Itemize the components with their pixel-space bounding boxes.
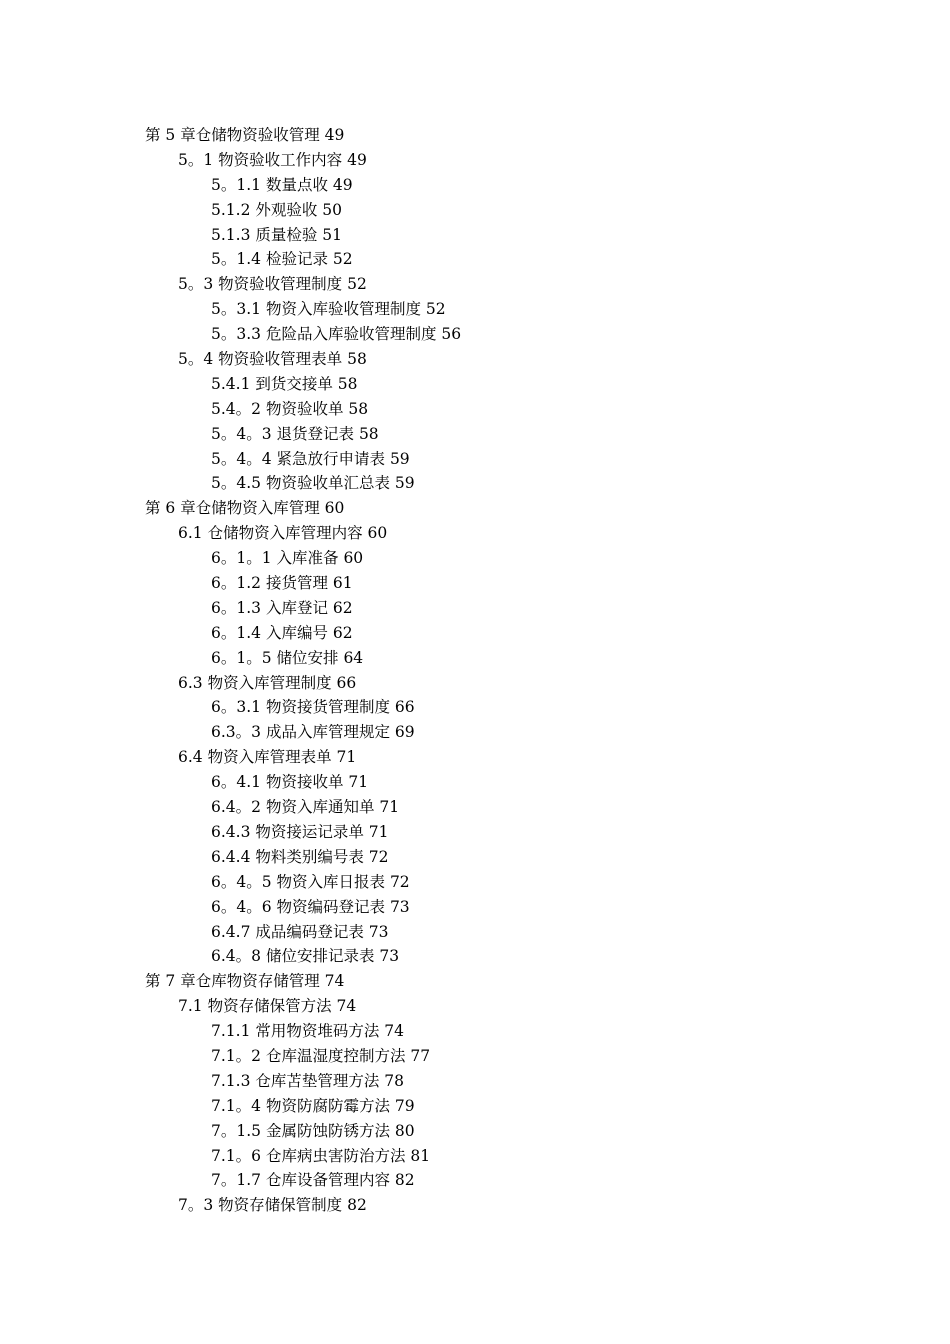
- toc-section-entry[interactable]: 6.4 物资入库管理表单 71: [178, 748, 357, 767]
- table-of-contents: [0, 123, 950, 1218]
- toc-subsection-entry[interactable]: 6。1。5 储位安排 64: [211, 648, 364, 667]
- toc-section-entry[interactable]: 5。3 物资验收管理制度 52: [178, 275, 367, 294]
- toc-subsection-entry[interactable]: 5。4。3 退货登记表 58: [211, 424, 379, 443]
- toc-chapter-entry[interactable]: 第 7 章仓库物资存储管理 74: [145, 972, 345, 991]
- toc-subsection-entry[interactable]: 7.1。2 仓库温湿度控制方法 77: [211, 1046, 431, 1065]
- toc-subsection-entry[interactable]: 6。1。1 入库准备 60: [211, 549, 364, 568]
- toc-section-entry[interactable]: 5。1 物资验收工作内容 49: [178, 150, 367, 169]
- toc-subsection-entry[interactable]: 7。1.5 金属防蚀防锈方法 80: [211, 1121, 415, 1140]
- toc-subsection-entry[interactable]: 6.4.7 成品编码登记表 73: [211, 922, 389, 941]
- toc-subsection-entry[interactable]: 7.1。4 物资防腐防霉方法 79: [211, 1096, 415, 1115]
- toc-subsection-entry[interactable]: 6。1.2 接货管理 61: [211, 574, 353, 593]
- toc-subsection-entry[interactable]: 6.4.3 物资接运记录单 71: [211, 822, 389, 841]
- toc-subsection-entry[interactable]: 7.1.3 仓库苫垫管理方法 78: [211, 1071, 405, 1090]
- toc-subsection-entry[interactable]: 6.4。2 物资入库通知单 71: [211, 798, 400, 817]
- toc-subsection-entry[interactable]: 6.4。8 储位安排记录表 73: [211, 947, 400, 966]
- toc-subsection-entry[interactable]: 5.4。2 物资验收单 58: [211, 399, 369, 418]
- toc-subsection-entry[interactable]: 6。1.3 入库登记 62: [211, 598, 353, 617]
- toc-subsection-entry[interactable]: 6.4.4 物料类别编号表 72: [211, 847, 389, 866]
- toc-subsection-entry[interactable]: 6。1.4 入库编号 62: [211, 623, 353, 642]
- toc-subsection-entry[interactable]: 5.4.1 到货交接单 58: [211, 374, 358, 393]
- toc-subsection-entry[interactable]: 5.1.3 质量检验 51: [211, 225, 343, 244]
- toc-subsection-entry[interactable]: 5。1.1 数量点收 49: [211, 175, 353, 194]
- toc-subsection-entry[interactable]: 7.1。6 仓库病虫害防治方法 81: [211, 1146, 431, 1165]
- toc-subsection-entry[interactable]: 6。4.1 物资接收单 71: [211, 773, 369, 792]
- toc-subsection-entry[interactable]: 6.3。3 成品入库管理规定 69: [211, 723, 415, 742]
- toc-subsection-entry[interactable]: 5。4.5 物资验收单汇总表 59: [211, 474, 415, 493]
- toc-section-entry[interactable]: 5。4 物资验收管理表单 58: [178, 350, 367, 369]
- toc-chapter-entry[interactable]: 第 5 章仓储物资验收管理 49: [145, 126, 345, 144]
- toc-subsection-entry[interactable]: 6。4。5 物资入库日报表 72: [211, 872, 410, 891]
- toc-subsection-entry[interactable]: 5.1.2 外观验收 50: [211, 200, 343, 219]
- toc-chapter-entry[interactable]: 第 6 章仓储物资入库管理 60: [145, 499, 345, 518]
- toc-subsection-entry[interactable]: 5。1.4 检验记录 52: [211, 250, 353, 269]
- toc-section-entry[interactable]: 7。3 物资存储保管制度 82: [178, 1196, 367, 1215]
- toc-subsection-entry[interactable]: 5。4。4 紧急放行申请表 59: [211, 449, 410, 468]
- toc-subsection-entry[interactable]: 6。3.1 物资接货管理制度 66: [211, 698, 415, 717]
- toc-subsection-entry[interactable]: 5。3.1 物资入库验收管理制度 52: [211, 300, 446, 319]
- toc-subsection-entry[interactable]: 5。3.3 危险品入库验收管理制度 56: [211, 325, 462, 344]
- toc-subsection-entry[interactable]: 6。4。6 物资编码登记表 73: [211, 897, 410, 916]
- toc-section-entry[interactable]: 6.3 物资入库管理制度 66: [178, 673, 357, 692]
- toc-section-entry[interactable]: 6.1 仓储物资入库管理内容 60: [178, 524, 388, 543]
- toc-section-entry[interactable]: 7.1 物资存储保管方法 74: [178, 997, 357, 1016]
- toc-subsection-entry[interactable]: 7.1.1 常用物资堆码方法 74: [211, 1022, 405, 1041]
- toc-subsection-entry[interactable]: 7。1.7 仓库设备管理内容 82: [211, 1171, 415, 1190]
